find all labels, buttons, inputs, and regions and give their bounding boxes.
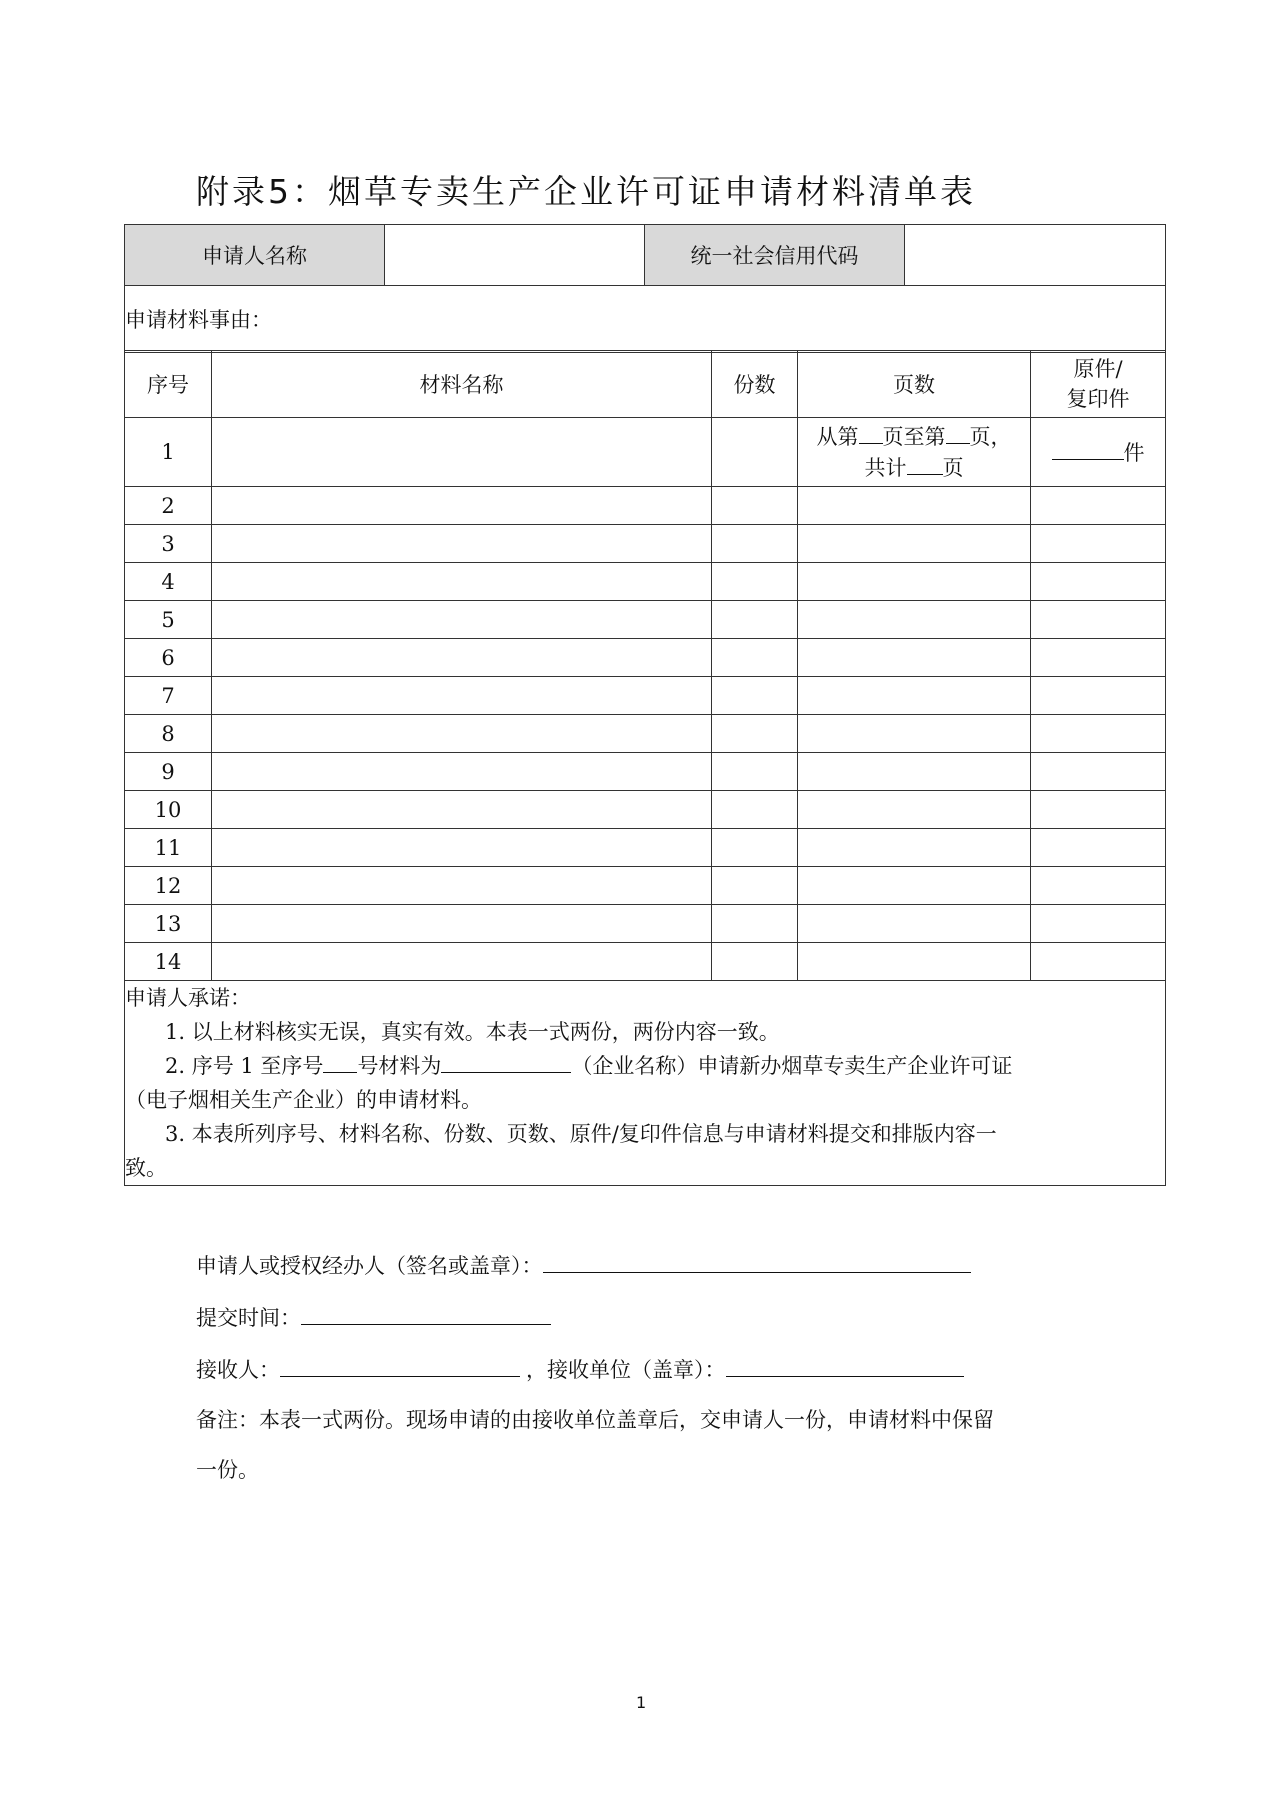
submit-time-field[interactable]	[301, 1304, 551, 1325]
pledge-item-3: 3. 本表所列序号、材料名称、份数、页数、原件/复印件信息与申请材料提交和排版内容一	[165, 1122, 997, 1146]
table-row	[125, 867, 1166, 905]
table-row	[125, 418, 1166, 487]
row-seq: 8	[125, 715, 212, 753]
pages-to-label: 页至第	[882, 425, 946, 449]
table-row	[125, 943, 1166, 981]
material-name-cell[interactable]	[212, 867, 712, 905]
table-row	[125, 601, 1166, 639]
original-cell[interactable]	[1031, 418, 1166, 487]
original-cell[interactable]	[1031, 829, 1166, 867]
signer-label: 申请人或授权经办人（签名或盖章）：	[196, 1254, 543, 1278]
table-row	[125, 829, 1166, 867]
copies-cell[interactable]	[712, 601, 798, 639]
credit-code-label: 统一社会信用代码	[645, 225, 905, 286]
row-seq: 12	[125, 867, 212, 905]
copies-cell[interactable]	[712, 905, 798, 943]
pages-cell[interactable]	[798, 905, 1031, 943]
pages-cell[interactable]	[798, 601, 1031, 639]
row-seq: 4	[125, 563, 212, 601]
pages-cell[interactable]	[798, 677, 1031, 715]
material-name-cell[interactable]	[212, 601, 712, 639]
table-row	[125, 905, 1166, 943]
receiver-unit-field[interactable]	[726, 1356, 964, 1377]
pledge-label: 申请人承诺：	[125, 986, 251, 1010]
material-name-cell[interactable]	[212, 418, 712, 487]
pages-cell[interactable]	[798, 867, 1031, 905]
original-cell[interactable]	[1031, 905, 1166, 943]
copies-cell[interactable]	[712, 487, 798, 525]
copies-cell[interactable]	[712, 753, 798, 791]
signer-field[interactable]	[543, 1252, 971, 1273]
receiver-field[interactable]	[280, 1356, 520, 1377]
pledge-item-2-part-a: 2. 序号 1 至序号	[165, 1054, 324, 1078]
col-pages-header: 页数	[798, 351, 1031, 418]
row-seq: 10	[125, 791, 212, 829]
pledge-section	[125, 981, 1166, 1186]
copies-cell[interactable]	[712, 418, 798, 487]
company-name-blank[interactable]	[441, 1050, 571, 1073]
pledge-item-2-cont: （电子烟相关生产企业）的申请材料。	[125, 1088, 482, 1112]
pledge-item-2-part-b: 号材料为	[357, 1054, 442, 1078]
pledge-item-1: 1. 以上材料核实无误，真实有效。本表一式两份，两份内容一致。	[165, 1020, 780, 1044]
receiver-unit-label: ，接收单位（盖章）：	[526, 1358, 726, 1382]
table-row	[125, 791, 1166, 829]
copies-cell[interactable]	[712, 715, 798, 753]
copies-cell[interactable]	[712, 563, 798, 601]
material-name-cell[interactable]	[212, 829, 712, 867]
original-cell[interactable]	[1031, 867, 1166, 905]
row-seq: 3	[125, 525, 212, 563]
table-row	[125, 677, 1166, 715]
col-original-header	[1031, 351, 1166, 418]
pages-from-blank[interactable]	[859, 421, 883, 444]
table-row	[125, 563, 1166, 601]
table-row	[125, 525, 1166, 563]
pages-to-blank[interactable]	[946, 421, 970, 444]
seq-end-blank[interactable]	[323, 1050, 357, 1073]
row-seq: 13	[125, 905, 212, 943]
materials-list-table	[124, 350, 1166, 1186]
col-original-header-line2: 复印件	[1066, 387, 1130, 411]
original-cell[interactable]	[1031, 791, 1166, 829]
credit-code-field[interactable]	[905, 225, 1166, 286]
pledge-item-2	[125, 1049, 1165, 1083]
note-line-1: 备注：本表一式两份。现场申请的由接收单位盖章后，交申请人一份，申请材料中保留	[196, 1408, 994, 1432]
material-name-cell[interactable]	[212, 525, 712, 563]
submit-time-label: 提交时间：	[196, 1306, 301, 1330]
material-name-cell[interactable]	[212, 487, 712, 525]
row-seq: 7	[125, 677, 212, 715]
copies-cell[interactable]	[712, 791, 798, 829]
material-name-cell[interactable]	[212, 791, 712, 829]
pages-cell[interactable]	[798, 791, 1031, 829]
original-cell[interactable]	[1031, 715, 1166, 753]
copies-cell[interactable]	[712, 943, 798, 981]
material-name-cell[interactable]	[212, 563, 712, 601]
signer-line	[196, 1250, 971, 1280]
row-seq: 9	[125, 753, 212, 791]
col-seq-header: 序号	[125, 351, 212, 418]
pages-cell[interactable]	[798, 487, 1031, 525]
col-copies-header: 份数	[712, 351, 798, 418]
applicant-name-field[interactable]	[385, 225, 645, 286]
original-count-blank[interactable]	[1052, 437, 1124, 460]
original-cell[interactable]	[1031, 601, 1166, 639]
pages-to-suffix: 页，	[969, 425, 1012, 449]
original-cell[interactable]	[1031, 639, 1166, 677]
pledge-item-2-part-c: （企业名称）申请新办烟草专卖生产企业许可证	[571, 1054, 1013, 1078]
pages-cell[interactable]	[798, 525, 1031, 563]
table-row	[125, 639, 1166, 677]
original-cell[interactable]	[1031, 943, 1166, 981]
pages-cell[interactable]	[798, 753, 1031, 791]
pages-cell[interactable]	[798, 943, 1031, 981]
page-number: 1	[636, 1693, 647, 1712]
reason-label: 申请材料事由：	[125, 308, 272, 332]
row-seq: 6	[125, 639, 212, 677]
note-line-2: 一份。	[196, 1458, 259, 1482]
original-cell[interactable]	[1031, 753, 1166, 791]
pledge-item-3-cont: 致。	[125, 1156, 167, 1180]
original-suffix: 件	[1123, 441, 1145, 465]
page-title: 附录5：烟草专卖生产企业许可证申请材料清单表	[196, 172, 976, 211]
material-name-cell[interactable]	[212, 753, 712, 791]
copies-cell[interactable]	[712, 525, 798, 563]
pages-cell[interactable]	[798, 829, 1031, 867]
table-row	[125, 715, 1166, 753]
pages-cell[interactable]	[798, 563, 1031, 601]
row-seq: 14	[125, 943, 212, 981]
material-name-cell[interactable]	[212, 943, 712, 981]
pages-total-blank[interactable]	[907, 452, 943, 475]
material-name-cell[interactable]	[212, 715, 712, 753]
original-cell[interactable]	[1031, 563, 1166, 601]
copies-cell[interactable]	[712, 829, 798, 867]
col-original-header-line1: 原件/	[1073, 357, 1123, 381]
table-row	[125, 487, 1166, 525]
material-name-cell[interactable]	[212, 677, 712, 715]
col-material-header: 材料名称	[212, 351, 712, 418]
materials-checklist-table	[124, 224, 1166, 353]
pages-cell[interactable]	[798, 639, 1031, 677]
original-cell[interactable]	[1031, 487, 1166, 525]
row-seq: 2	[125, 487, 212, 525]
table-row	[125, 753, 1166, 791]
material-name-cell[interactable]	[212, 639, 712, 677]
receiver-line	[196, 1354, 964, 1384]
copies-cell[interactable]	[712, 867, 798, 905]
pages-cell[interactable]	[798, 418, 1031, 487]
pages-total-label: 共计	[864, 456, 907, 480]
reason-field[interactable]	[125, 286, 1166, 353]
row-seq: 1	[125, 418, 212, 487]
row-seq: 11	[125, 829, 212, 867]
original-cell[interactable]	[1031, 525, 1166, 563]
copies-cell[interactable]	[712, 677, 798, 715]
applicant-name-label: 申请人名称	[125, 225, 385, 286]
pages-from-label: 从第	[816, 425, 859, 449]
pages-cell[interactable]	[798, 715, 1031, 753]
row-seq: 5	[125, 601, 212, 639]
submit-time-line	[196, 1302, 551, 1332]
original-cell[interactable]	[1031, 677, 1166, 715]
material-name-cell[interactable]	[212, 905, 712, 943]
pages-total-suffix: 页	[942, 456, 964, 480]
receiver-label: 接收人：	[196, 1358, 280, 1382]
copies-cell[interactable]	[712, 639, 798, 677]
